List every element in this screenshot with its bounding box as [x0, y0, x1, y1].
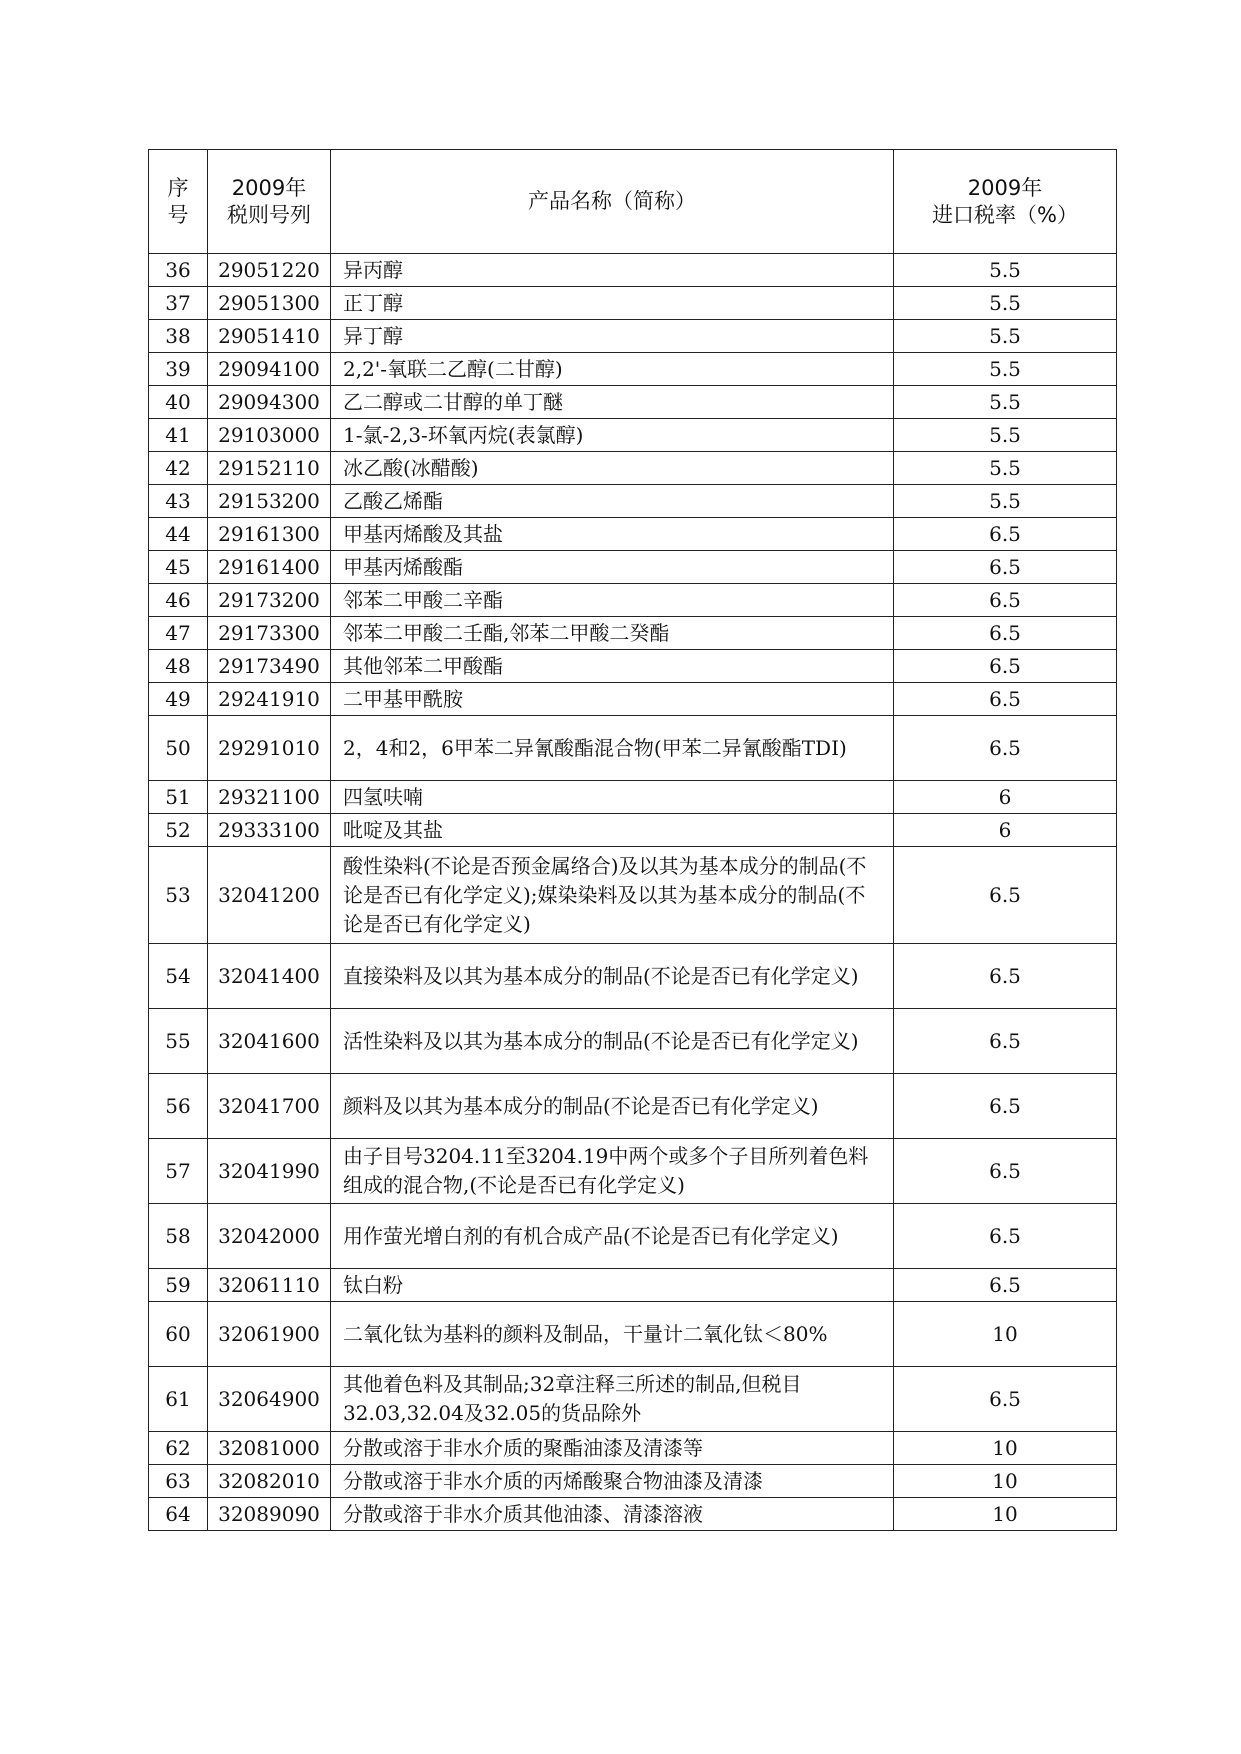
row-number: 59 — [149, 1269, 208, 1302]
table-row — [149, 551, 1117, 584]
row-number: 38 — [149, 320, 208, 353]
product-name: 异丙醇 — [331, 254, 894, 287]
table-row — [149, 716, 1117, 781]
row-number: 51 — [149, 781, 208, 814]
row-number: 46 — [149, 584, 208, 617]
row-number: 47 — [149, 617, 208, 650]
table-row — [149, 1498, 1117, 1531]
table-row — [149, 1302, 1117, 1367]
table-row — [149, 1009, 1117, 1074]
import-rate: 5.5 — [894, 452, 1117, 485]
product-name: 乙二醇或二甘醇的单丁醚 — [331, 386, 894, 419]
import-rate: 5.5 — [894, 254, 1117, 287]
header-rate-line2: 进口税率（%） — [932, 202, 1078, 227]
table-row — [149, 584, 1117, 617]
product-name: 甲基丙烯酸酯 — [331, 551, 894, 584]
product-name: 酸性染料(不论是否预金属络合)及以其为基本成分的制品(不论是否已有化学定义);媒染染料及以其为基本成分的制品(不论是否已有化学定义) — [331, 847, 894, 944]
import-rate: 6.5 — [894, 847, 1117, 944]
header-rate-line1: 2009年 — [967, 175, 1043, 200]
table-row — [149, 320, 1117, 353]
table-row — [149, 1465, 1117, 1498]
import-rate: 10 — [894, 1432, 1117, 1465]
product-name: 直接染料及以其为基本成分的制品(不论是否已有化学定义) — [331, 944, 894, 1009]
import-rate: 5.5 — [894, 485, 1117, 518]
row-number: 52 — [149, 814, 208, 847]
header-no: 序号 — [149, 150, 208, 254]
row-number: 39 — [149, 353, 208, 386]
row-number: 54 — [149, 944, 208, 1009]
tariff-code: 32064900 — [208, 1367, 331, 1432]
tariff-code: 32089090 — [208, 1498, 331, 1531]
import-rate: 6.5 — [894, 617, 1117, 650]
import-rate: 5.5 — [894, 386, 1117, 419]
product-name: 用作萤光增白剂的有机合成产品(不论是否已有化学定义) — [331, 1204, 894, 1269]
row-number: 64 — [149, 1498, 208, 1531]
tariff-code: 29321100 — [208, 781, 331, 814]
table-row — [149, 650, 1117, 683]
table-row — [149, 287, 1117, 320]
row-number: 48 — [149, 650, 208, 683]
row-number: 36 — [149, 254, 208, 287]
product-name: 由子目号3204.11至3204.19中两个或多个子目所列着色料组成的混合物,(不论是否已有化学定义) — [331, 1139, 894, 1204]
table-row — [149, 1367, 1117, 1432]
table-row — [149, 419, 1117, 452]
tariff-code: 29291010 — [208, 716, 331, 781]
product-name: 活性染料及以其为基本成分的制品(不论是否已有化学定义) — [331, 1009, 894, 1074]
table-row — [149, 683, 1117, 716]
header-rate — [894, 150, 1117, 254]
row-number: 43 — [149, 485, 208, 518]
import-rate: 6.5 — [894, 1367, 1117, 1432]
tariff-code: 32041400 — [208, 944, 331, 1009]
product-name: 颜料及以其为基本成分的制品(不论是否已有化学定义) — [331, 1074, 894, 1139]
tariff-code: 32041990 — [208, 1139, 331, 1204]
tariff-code: 29051220 — [208, 254, 331, 287]
import-rate: 5.5 — [894, 287, 1117, 320]
tariff-code: 32082010 — [208, 1465, 331, 1498]
tariff-code: 29241910 — [208, 683, 331, 716]
tariff-code: 29173300 — [208, 617, 331, 650]
tariff-code: 32041200 — [208, 847, 331, 944]
tariff-code: 32041600 — [208, 1009, 331, 1074]
row-number: 40 — [149, 386, 208, 419]
table-body — [149, 254, 1117, 1531]
import-rate: 6.5 — [894, 1009, 1117, 1074]
import-rate: 6 — [894, 814, 1117, 847]
table-row — [149, 617, 1117, 650]
product-name: 2,2'-氧联二乙醇(二甘醇) — [331, 353, 894, 386]
product-name: 2，4和2，6甲苯二异氰酸酯混合物(甲苯二异氰酸酯TDI) — [331, 716, 894, 781]
table-row — [149, 254, 1117, 287]
product-name: 钛白粉 — [331, 1269, 894, 1302]
product-name: 冰乙酸(冰醋酸) — [331, 452, 894, 485]
row-number: 41 — [149, 419, 208, 452]
row-number: 42 — [149, 452, 208, 485]
row-number: 56 — [149, 1074, 208, 1139]
import-rate: 10 — [894, 1498, 1117, 1531]
product-name: 其他着色料及其制品;32章注释三所述的制品,但税目32.03,32.04及32.05的货品除外 — [331, 1367, 894, 1432]
product-name: 邻苯二甲酸二辛酯 — [331, 584, 894, 617]
tariff-code: 29153200 — [208, 485, 331, 518]
product-name: 分散或溶于非水介质的聚酯油漆及清漆等 — [331, 1432, 894, 1465]
tariff-code: 29094100 — [208, 353, 331, 386]
tariff-code: 29173490 — [208, 650, 331, 683]
header-name: 产品名称（简称） — [331, 150, 894, 254]
table-row — [149, 452, 1117, 485]
table-row — [149, 485, 1117, 518]
tariff-table — [148, 149, 1117, 1531]
row-number: 57 — [149, 1139, 208, 1204]
import-rate: 6.5 — [894, 650, 1117, 683]
tariff-code: 32042000 — [208, 1204, 331, 1269]
import-rate: 6.5 — [894, 944, 1117, 1009]
tariff-code: 32061900 — [208, 1302, 331, 1367]
row-number: 63 — [149, 1465, 208, 1498]
import-rate: 6.5 — [894, 683, 1117, 716]
product-name: 四氢呋喃 — [331, 781, 894, 814]
import-rate: 5.5 — [894, 353, 1117, 386]
product-name: 分散或溶于非水介质其他油漆、清漆溶液 — [331, 1498, 894, 1531]
table-row — [149, 1269, 1117, 1302]
import-rate: 6 — [894, 781, 1117, 814]
import-rate: 6.5 — [894, 518, 1117, 551]
import-rate: 10 — [894, 1302, 1117, 1367]
import-rate: 10 — [894, 1465, 1117, 1498]
product-name: 正丁醇 — [331, 287, 894, 320]
table-row — [149, 518, 1117, 551]
tariff-code: 29103000 — [208, 419, 331, 452]
row-number: 37 — [149, 287, 208, 320]
import-rate: 6.5 — [894, 1204, 1117, 1269]
product-name: 甲基丙烯酸及其盐 — [331, 518, 894, 551]
tariff-code: 29094300 — [208, 386, 331, 419]
tariff-code: 29051300 — [208, 287, 331, 320]
row-number: 49 — [149, 683, 208, 716]
product-name: 乙酸乙烯酯 — [331, 485, 894, 518]
import-rate: 6.5 — [894, 584, 1117, 617]
product-name: 其他邻苯二甲酸酯 — [331, 650, 894, 683]
row-number: 62 — [149, 1432, 208, 1465]
row-number: 55 — [149, 1009, 208, 1074]
table-row — [149, 814, 1117, 847]
import-rate: 6.5 — [894, 551, 1117, 584]
table-row — [149, 1432, 1117, 1465]
header-row — [149, 150, 1117, 254]
row-number: 53 — [149, 847, 208, 944]
tariff-code: 29152110 — [208, 452, 331, 485]
product-name: 二甲基甲酰胺 — [331, 683, 894, 716]
tariff-code: 29161300 — [208, 518, 331, 551]
product-name: 吡啶及其盐 — [331, 814, 894, 847]
row-number: 50 — [149, 716, 208, 781]
product-name: 分散或溶于非水介质的丙烯酸聚合物油漆及清漆 — [331, 1465, 894, 1498]
tariff-code: 29161400 — [208, 551, 331, 584]
import-rate: 6.5 — [894, 716, 1117, 781]
row-number: 60 — [149, 1302, 208, 1367]
table-row — [149, 353, 1117, 386]
table-row — [149, 847, 1117, 944]
table-row — [149, 1074, 1117, 1139]
product-name: 二氧化钛为基料的颜料及制品，干量计二氧化钛＜80% — [331, 1302, 894, 1367]
table-row — [149, 944, 1117, 1009]
table-row — [149, 781, 1117, 814]
tariff-code: 32041700 — [208, 1074, 331, 1139]
product-name: 1-氯-2,3-环氧丙烷(表氯醇) — [331, 419, 894, 452]
import-rate: 6.5 — [894, 1074, 1117, 1139]
tariff-code: 32061110 — [208, 1269, 331, 1302]
import-rate: 6.5 — [894, 1139, 1117, 1204]
header-code: 2009年税则号列 — [208, 150, 331, 254]
tariff-code: 32081000 — [208, 1432, 331, 1465]
import-rate: 5.5 — [894, 419, 1117, 452]
import-rate: 6.5 — [894, 1269, 1117, 1302]
product-name: 异丁醇 — [331, 320, 894, 353]
tariff-code: 29333100 — [208, 814, 331, 847]
tariff-code: 29173200 — [208, 584, 331, 617]
table-row — [149, 1204, 1117, 1269]
product-name: 邻苯二甲酸二壬酯,邻苯二甲酸二癸酯 — [331, 617, 894, 650]
row-number: 44 — [149, 518, 208, 551]
row-number: 61 — [149, 1367, 208, 1432]
import-rate: 5.5 — [894, 320, 1117, 353]
row-number: 58 — [149, 1204, 208, 1269]
tariff-code: 29051410 — [208, 320, 331, 353]
row-number: 45 — [149, 551, 208, 584]
table-row — [149, 1139, 1117, 1204]
table-row — [149, 386, 1117, 419]
